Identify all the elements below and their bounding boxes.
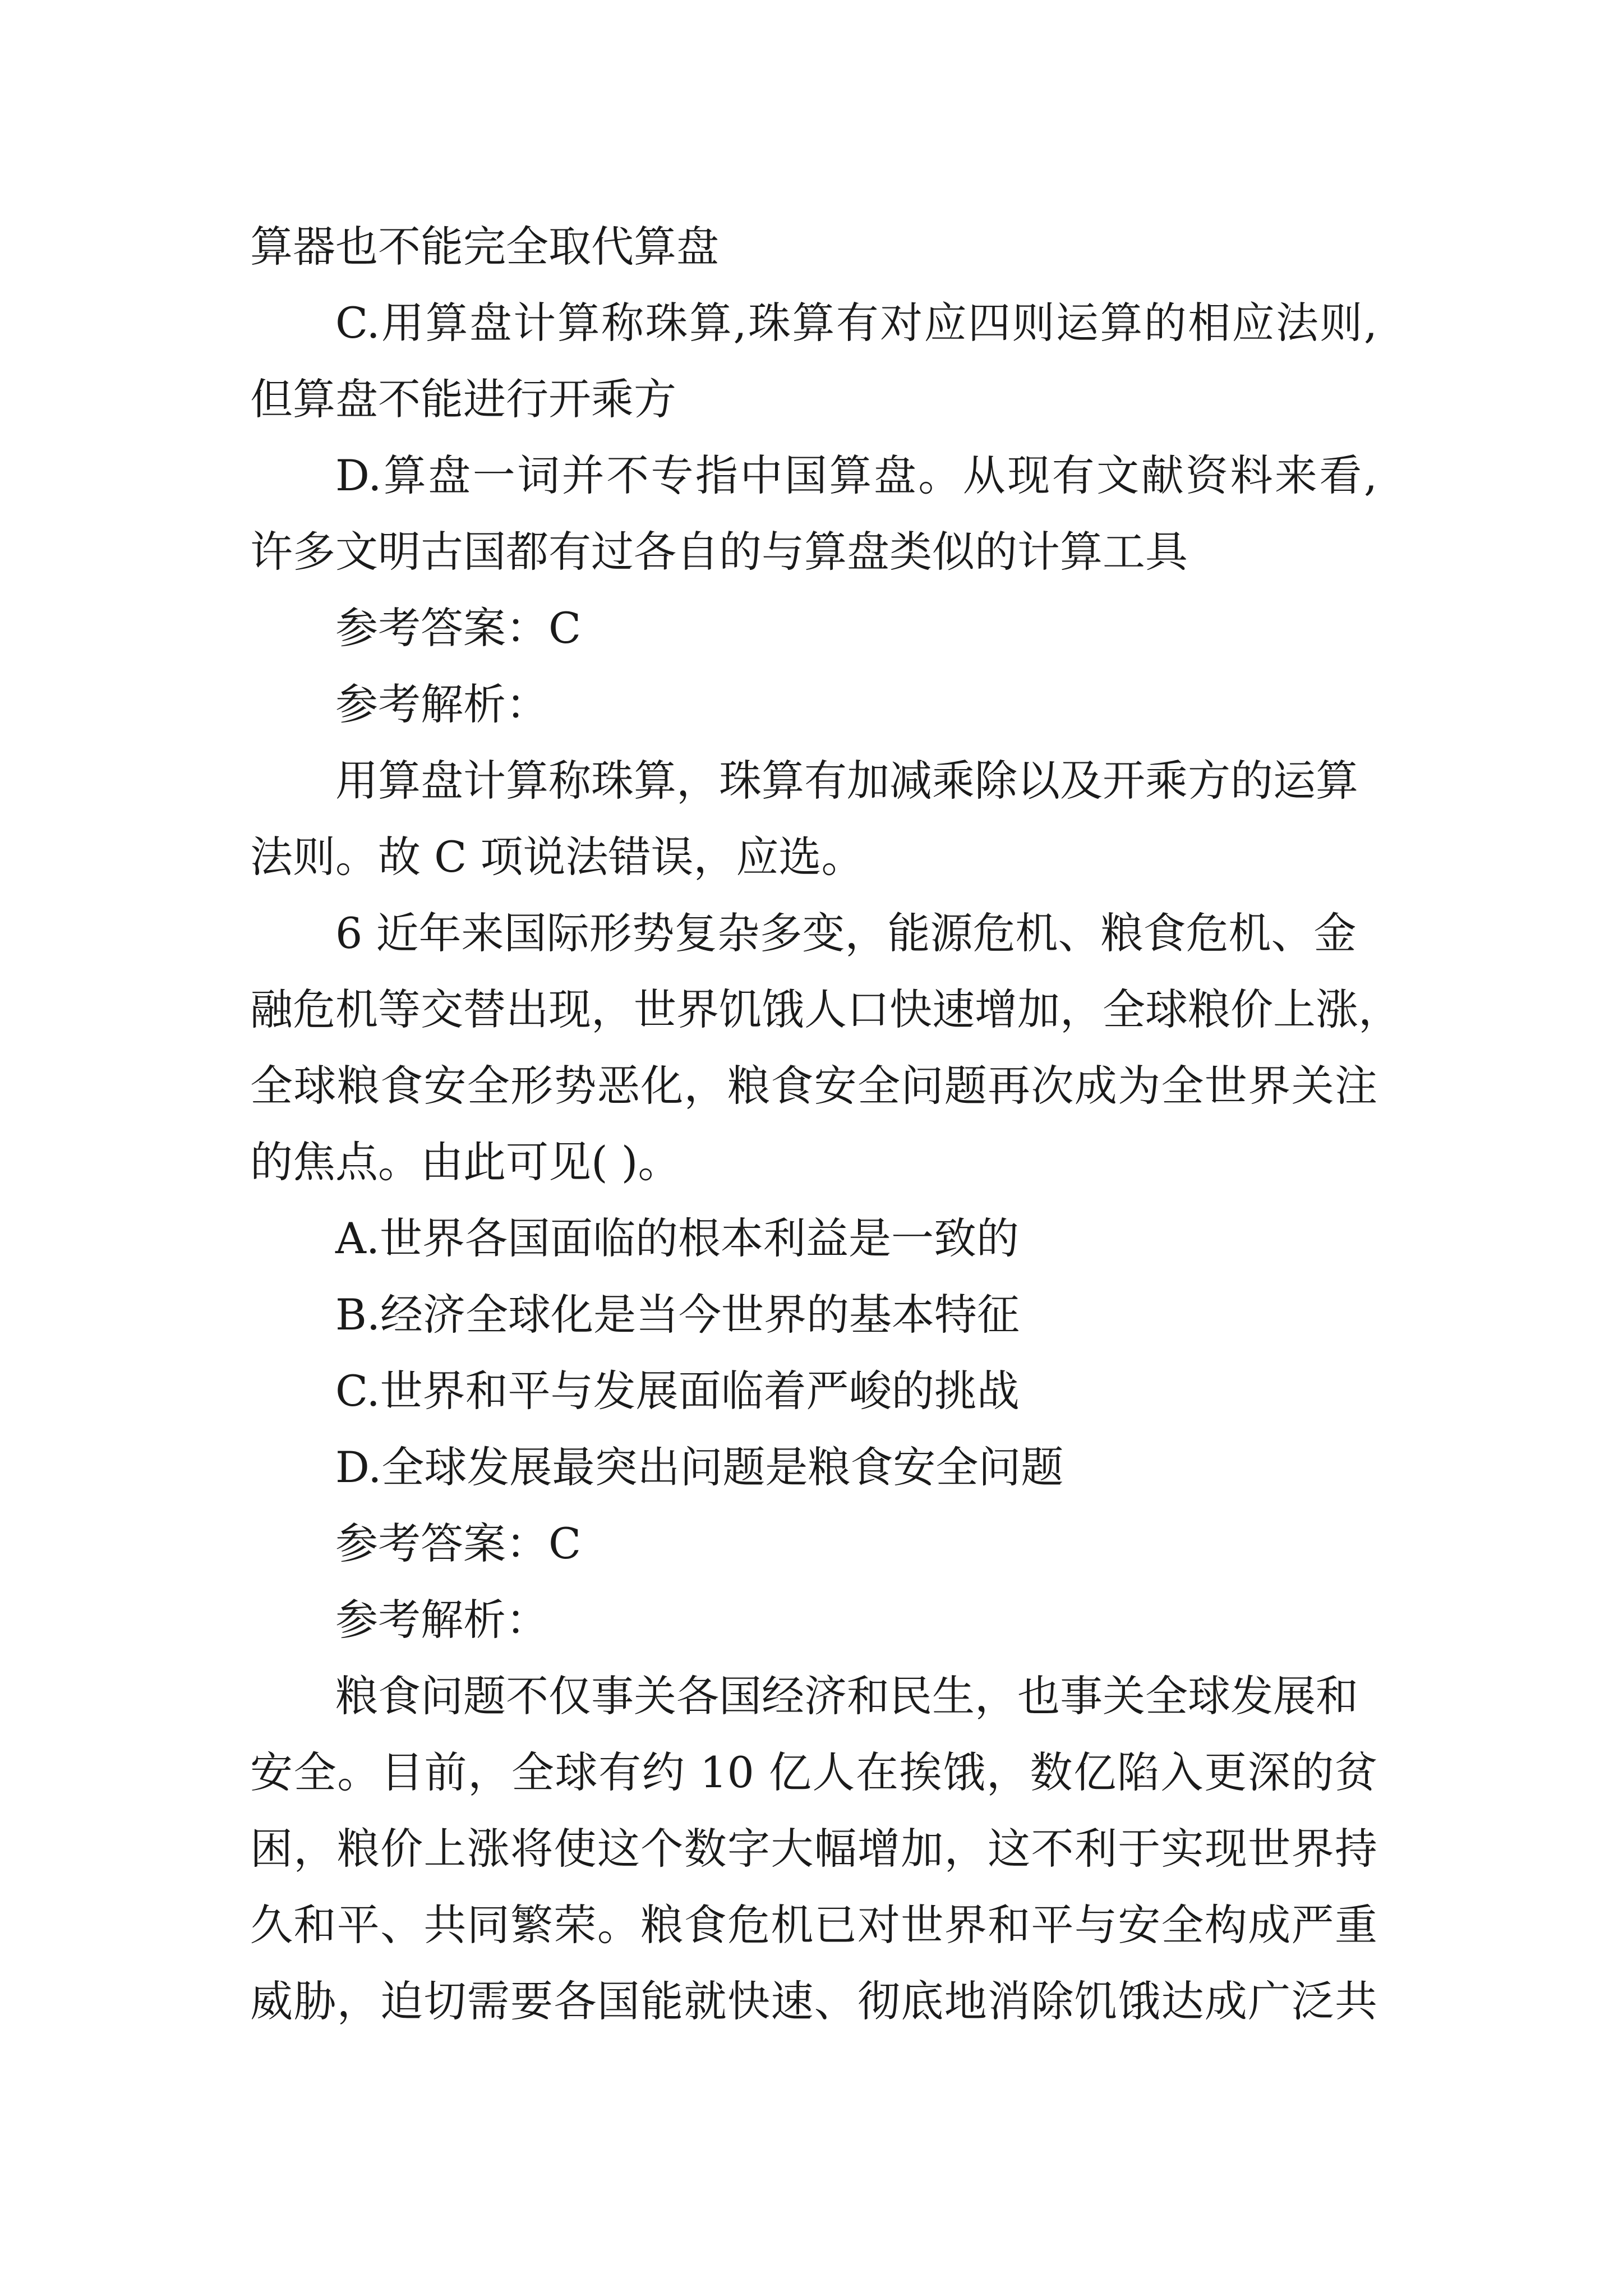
analysis-heading: 参考解析： bbox=[335, 679, 548, 729]
analysis-heading: 参考解析： bbox=[335, 1595, 548, 1645]
analysis-text-line: 安全。目前，全球有约 10 亿人在挨饿，数亿陷入更深的贫 bbox=[250, 1747, 1377, 1797]
text-line: 许多文明古国都有过各自的与算盘类似的计算工具 bbox=[250, 527, 1188, 577]
question-line: 的焦点。由此可见( )。 bbox=[250, 1137, 681, 1187]
option-line: D.全球发展最突出问题是粮食安全问题 bbox=[335, 1442, 1064, 1492]
option-line: B.经济全球化是当今世界的基本特征 bbox=[335, 1290, 1020, 1340]
question-line: 融危机等交替出现，世界饥饿人口快速增加，全球粮价上涨， bbox=[250, 984, 1401, 1034]
question-line: 6 近年来国际形势复杂多变，能源危机、粮食危机、金 bbox=[335, 908, 1357, 958]
document-body bbox=[250, 209, 1401, 2040]
analysis-text-line: 法则。故 C 项说法错误，应选。 bbox=[250, 832, 864, 882]
analysis-text-line: 久和平、共同繁荣。粮食危机已对世界和平与安全构成严重 bbox=[250, 1900, 1377, 1950]
option-line: C.用算盘计算称珠算,珠算有对应四则运算的相应法则, bbox=[335, 298, 1377, 348]
analysis-text-line: 粮食问题不仅事关各国经济和民生，也事关全球发展和 bbox=[335, 1671, 1358, 1721]
analysis-text-line: 用算盘计算称珠算，珠算有加减乘除以及开乘方的运算 bbox=[335, 756, 1358, 806]
analysis-text-line: 困，粮价上涨将使这个数字大幅增加，这不利于实现世界持 bbox=[250, 1824, 1377, 1874]
text-line: 但算盘不能进行开乘方 bbox=[250, 374, 676, 424]
question-line: 全球粮食安全形势恶化，粮食安全问题再次成为全世界关注 bbox=[250, 1061, 1377, 1111]
option-line: A.世界各国面临的根本利益是一致的 bbox=[335, 1213, 1020, 1263]
answer-line: 参考答案：C bbox=[335, 603, 582, 653]
option-line: C.世界和平与发展面临着严峻的挑战 bbox=[335, 1366, 1020, 1416]
text-line: 算器也不能完全取代算盘 bbox=[250, 222, 719, 272]
answer-line: 参考答案：C bbox=[335, 1519, 582, 1568]
analysis-text-line: 威胁，迫切需要各国能就快速、彻底地消除饥饿达成广泛共 bbox=[250, 1976, 1377, 2026]
option-line: D.算盘一词并不专指中国算盘。从现有文献资料来看, bbox=[335, 450, 1377, 500]
